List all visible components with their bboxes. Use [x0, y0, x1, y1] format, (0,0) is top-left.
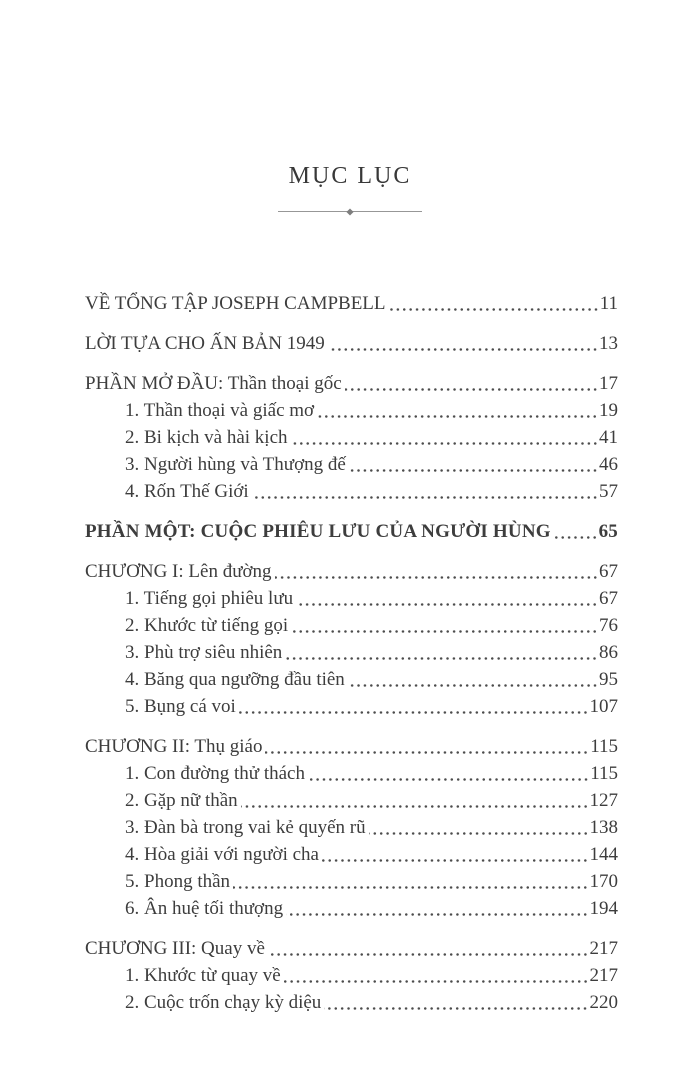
- toc-entry-label: 1. Con đường thử thách: [125, 763, 305, 784]
- toc-entry: [85, 290, 618, 317]
- toc-entry-page: 194: [589, 898, 618, 919]
- toc-entry-page: 86: [599, 642, 618, 663]
- toc-entry-page: 107: [589, 696, 618, 717]
- toc-entry-label: 2. Gặp nữ thần: [125, 790, 238, 811]
- dot-leader: [266, 935, 589, 962]
- toc-entry: [85, 424, 618, 451]
- toc-entry-label: CHƯƠNG II: Thụ giáo: [85, 736, 263, 757]
- toc-entry: [85, 989, 618, 1016]
- toc-entry: [85, 478, 618, 505]
- toc-entry-page: 170: [589, 871, 618, 892]
- toc-entry-label: PHẦN MỞ ĐẦU: Thần thoại gốc: [85, 373, 342, 394]
- dot-leader: [552, 518, 598, 545]
- dot-leader: [239, 787, 589, 814]
- toc-entry: [85, 787, 618, 814]
- dot-leader: [320, 841, 589, 868]
- toc-entry-label: 5. Bụng cá voi: [125, 696, 236, 717]
- toc-entry-label: VỀ TỔNG TẬP JOSEPH CAMPBELL: [85, 293, 386, 314]
- dot-leader: [315, 397, 598, 424]
- toc-entry-label: 1. Khước từ quay về: [125, 965, 281, 986]
- toc-entry: [85, 558, 618, 585]
- toc-entry-page: 65: [598, 521, 618, 542]
- toc-entry-page: 19: [599, 400, 618, 421]
- toc-entry-label: 3. Đàn bà trong vai kẻ quyến rũ: [125, 817, 366, 838]
- toc-entry-label: 1. Thần thoại và giấc mơ: [125, 400, 315, 421]
- toc-entry: [85, 868, 618, 895]
- toc-entry: [85, 666, 618, 693]
- toc-entry-label: 2. Cuộc trốn chạy kỳ diệu: [125, 992, 322, 1013]
- dot-leader: [284, 895, 588, 922]
- dot-leader: [367, 814, 589, 841]
- page-title: MỤC LỤC: [288, 163, 412, 189]
- toc-entry-page: 57: [599, 481, 618, 502]
- toc-entry: [85, 612, 618, 639]
- toc-entry: [85, 518, 618, 545]
- diamond-icon: [346, 208, 353, 215]
- toc-entry-label: 1. Tiếng gọi phiêu lưu: [125, 588, 294, 609]
- toc-entry-page: 217: [589, 938, 618, 959]
- toc-entry: [85, 841, 618, 868]
- toc-entry: [85, 733, 618, 760]
- dot-leader: [294, 585, 598, 612]
- toc-entry-label: 6. Ân huệ tối thượng: [125, 898, 284, 919]
- toc-entry-page: 13: [599, 333, 618, 354]
- toc-entry: [85, 451, 618, 478]
- toc-entry-label: CHƯƠNG I: Lên đường: [85, 561, 272, 582]
- toc-entry-label: 2. Khước từ tiếng gọi: [125, 615, 289, 636]
- dot-leader: [282, 962, 589, 989]
- toc-entry: [85, 397, 618, 424]
- dot-leader: [283, 639, 598, 666]
- dot-leader: [322, 989, 588, 1016]
- dot-leader: [250, 478, 598, 505]
- toc-entry-page: 67: [599, 588, 618, 609]
- dot-leader: [346, 666, 598, 693]
- toc-entry-label: 5. Phong thần: [125, 871, 231, 892]
- toc-entry-page: 217: [589, 965, 618, 986]
- dot-leader: [289, 612, 598, 639]
- toc-entry-label: 3. Người hùng và Thượng đế: [125, 454, 346, 475]
- title-divider: [278, 211, 422, 212]
- dot-leader: [231, 868, 588, 895]
- toc-entry-page: 11: [599, 293, 618, 314]
- dot-leader: [343, 370, 598, 397]
- toc-entry-label: 3. Phù trợ siêu nhiên: [125, 642, 283, 663]
- dot-leader: [387, 290, 599, 317]
- toc-entry: [85, 585, 618, 612]
- dot-leader: [326, 330, 598, 357]
- toc-entry-page: 76: [599, 615, 618, 636]
- dot-leader: [347, 451, 598, 478]
- toc-entry: [85, 935, 618, 962]
- toc-entry-page: 115: [590, 763, 618, 784]
- dot-leader: [273, 558, 598, 585]
- toc-entry: [85, 693, 618, 720]
- toc-entry-label: 4. Băng qua ngưỡng đầu tiên: [125, 669, 345, 690]
- toc-entry-page: 95: [599, 669, 618, 690]
- toc-entry-label: 4. Rốn Thế Giới: [125, 481, 249, 502]
- toc-entry-label: 2. Bi kịch và hài kịch: [125, 427, 288, 448]
- toc-entry-page: 127: [589, 790, 618, 811]
- toc-entry-page: 138: [589, 817, 618, 838]
- dot-leader: [263, 733, 589, 760]
- dot-leader: [289, 424, 598, 451]
- dot-leader: [306, 760, 589, 787]
- toc-entry: [85, 895, 618, 922]
- toc-entry-label: PHẦN MỘT: CUỘC PHIÊU LƯU CỦA NGƯỜI HÙNG: [85, 521, 551, 542]
- toc-entry: [85, 760, 618, 787]
- toc-list: [85, 290, 618, 1016]
- toc-entry-label: CHƯƠNG III: Quay về: [85, 938, 265, 959]
- toc-entry-page: 144: [589, 844, 618, 865]
- toc-entry: [85, 814, 618, 841]
- toc-entry-page: 41: [599, 427, 618, 448]
- toc-entry-page: 220: [589, 992, 618, 1013]
- toc-entry: [85, 962, 618, 989]
- toc-entry: [85, 330, 618, 357]
- toc-entry-page: 115: [590, 736, 618, 757]
- toc-entry-page: 17: [599, 373, 618, 394]
- toc-entry-label: 4. Hòa giải với người cha: [125, 844, 319, 865]
- toc-entry-label: LỜI TỰA CHO ẤN BẢN 1949: [85, 333, 325, 354]
- toc-entry: [85, 639, 618, 666]
- toc-entry-page: 67: [599, 561, 618, 582]
- dot-leader: [237, 693, 589, 720]
- toc-entry-page: 46: [599, 454, 618, 475]
- toc-entry: [85, 370, 618, 397]
